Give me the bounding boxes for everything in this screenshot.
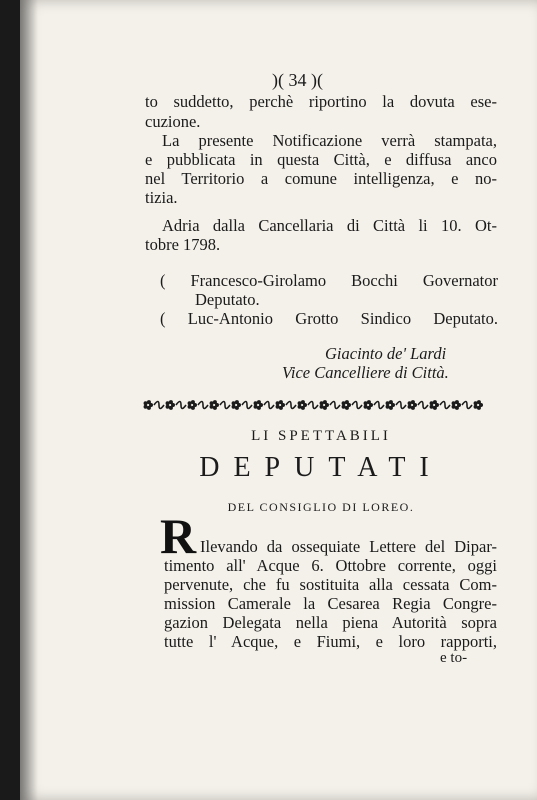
- text-line: tutte l' Acque, e Fiumi, e loro rapporti,: [164, 632, 497, 651]
- text-line: e pubblicata in questa Città, e diffusa anco: [145, 150, 497, 169]
- ornament-rosette: [474, 400, 483, 410]
- decorative-ornament-border: [142, 398, 500, 412]
- ornament-scroll: [308, 402, 318, 409]
- ornament-rosette: [276, 400, 285, 410]
- ornament-scroll: [154, 402, 164, 409]
- text-line: Ilevando da ossequiate Lettere del Dipar-: [200, 537, 497, 556]
- ornament-scroll: [440, 402, 450, 409]
- text-line: to suddetto, perchè riportino la dovuta ese-: [145, 92, 497, 111]
- text-line: La presente Notificazione verrà stampata,: [162, 131, 497, 150]
- text-line: nel Territorio a comune intelligenza, e no-: [145, 169, 497, 188]
- secretary-title: Vice Cancelliere di Città.: [282, 363, 449, 382]
- ornament-rosette: [254, 400, 263, 410]
- date-line: Adria dalla Cancellaria di Città li 10. Ot-: [162, 216, 497, 235]
- ornament-rosette: [232, 400, 241, 410]
- heading-sub: DEL CONSIGLIO DI LOREO.: [227, 500, 415, 514]
- ornament-rosette: [166, 400, 175, 410]
- ornament-rosette: [144, 400, 153, 410]
- text-line: gazion Delegata nella piena Autorità sopra: [164, 613, 497, 632]
- ornament-rosette: [188, 400, 197, 410]
- text-line: cuzione.: [145, 112, 201, 131]
- ornament-scroll: [220, 402, 230, 409]
- ornament-rosette: [386, 400, 395, 410]
- ornament-rosette: [342, 400, 351, 410]
- ornament-svg: [142, 398, 500, 412]
- heading-top: LI SPETTABILI: [251, 428, 391, 444]
- ornament-rosette: [430, 400, 439, 410]
- signatory-line: ( Francesco-Girolamo Bocchi Governator: [160, 271, 498, 290]
- page-number: )( 34 )(: [272, 70, 323, 90]
- secretary-name: Giacinto de' Lardi: [325, 344, 447, 363]
- catchword: e to-: [440, 650, 468, 666]
- ornament-scroll: [462, 402, 472, 409]
- text-line: mission Camerale la Cesarea Regia Congre-: [164, 594, 497, 613]
- drop-cap: R: [160, 508, 197, 564]
- ornament-scroll: [264, 402, 274, 409]
- ornament-scroll: [242, 402, 252, 409]
- ornament-rosette: [210, 400, 219, 410]
- ornament-scroll: [330, 402, 340, 409]
- ornament-scroll: [286, 402, 296, 409]
- ornament-rosette: [320, 400, 329, 410]
- signatory-line: ( Luc-Antonio Grotto Sindico Deputato.: [160, 309, 498, 328]
- ornament-rosette: [364, 400, 373, 410]
- ornament-scroll: [418, 402, 428, 409]
- ornament-rosette: [408, 400, 417, 410]
- date-line: tobre 1798.: [145, 235, 221, 254]
- heading-main: DEPUTATI: [199, 452, 443, 483]
- ornament-scroll: [352, 402, 362, 409]
- ornament-scroll: [176, 402, 186, 409]
- ornament-rosette: [298, 400, 307, 410]
- ornament-scroll: [374, 402, 384, 409]
- text-line: pervenute, che fu sostituita alla cessata Com-: [164, 575, 497, 594]
- spine-shadow: [20, 0, 38, 800]
- ornament-scroll: [396, 402, 406, 409]
- text-line: tizia.: [145, 188, 178, 207]
- book-page: [20, 0, 537, 800]
- ornament-scroll: [198, 402, 208, 409]
- text-line: timento all' Acque 6. Ottobre corrente, oggi: [164, 556, 497, 575]
- signatory-line: Deputato.: [195, 290, 260, 309]
- ornament-rosette: [452, 400, 461, 410]
